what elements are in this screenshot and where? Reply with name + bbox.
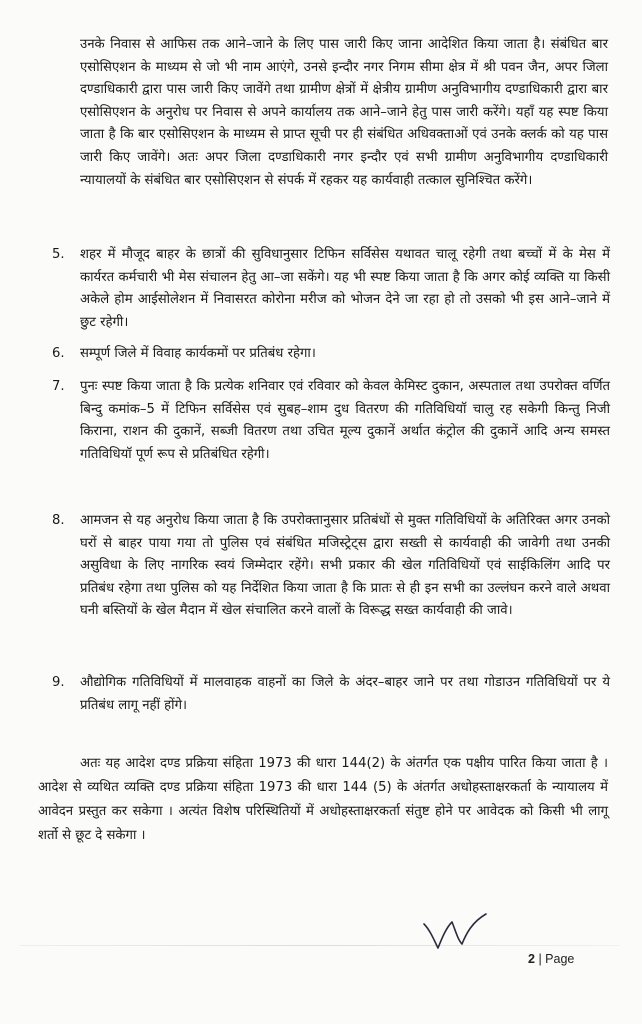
item-text: आमजन से यह अनुरोध किया जाता है कि उपरोक्तानुसार प्रतिबंधों से मुक्त गतिविधियों के अतिरिक्त अगर उनको घरों से बाहर पाया गया तो पुलिस एवं संबंधित मजिस्ट्रेट्स द्वारा सख्ती से कार्यवाही की जावेगी तथा उनकी असुविधा के लिए नागरिक स्वयं जिम्मेदार रहेंगे। सभी प्रकार की खेल गतिविधियों एवं साईकिलिंग आदि पर प्रतिबंध रहेगा तथा पुलिस को यह निर्देशित किया जाता है कि प्रातः से ही इन सभी का उल्लंघन करने वाले अथवा घनी बस्तियों के खेल मैदान में खेल संचालित करने वालों के विरूद्ध सख्त कार्यवाही की जावे।: [80, 513, 610, 619]
item-text: सम्पूर्ण जिले में विवाह कार्यकमों पर प्रतिबंध रहेगा।: [80, 346, 316, 361]
closing-section: [38, 752, 608, 848]
scan-shadow-line: [20, 945, 620, 946]
item-text: औद्योगिक गतिविधियों में मालवाहक वाहनों का जिले के अंदर–बाहर जाने पर तथा गोडाउन गतिविधियों पर ये प्रतिबंध लागू नहीं होंगे।: [80, 675, 610, 713]
footer-separator: |: [538, 952, 542, 966]
item-number: 5.: [52, 247, 65, 262]
item-number: 6.: [52, 346, 65, 361]
continuation-paragraph: उनके निवास से आफिस तक आने–जाने के लिए पास जारी किए जाना आदेशित किया जाता है। संबंधित बार एसोसिएशन के माध्यम से जो भी नाम आएंगे, उनसे इन्दौर नगर निगम सीमा क्षेत्र में श्री पवन जैन, अपर जिला दण्डाधिकारी द्वारा पास जारी किए जावेंगे तथा ग्रामीण क्षेत्रों में क्षेत्रीय ग्रामीण अनुविभागीय दण्डाधिकारी द्वारा बार एसोसिएशन के अनुरोध पर निवास से अपने कार्यालय तक आने–जाने हेतु पास जारी करेंगे। यहाँ यह स्पष्ट किया जाता है कि बार एसोसिएशन के माध्यम से प्राप्त सूची पर ही संबंधित अधिवक्ताओं एवं उनके क्लर्क को यह पास जारी किए जावेंगे। अतः अपर जिला दण्डाधिकारी नगर इन्दौर एवं सभी ग्रामीण अनुविभागीय दण्डाधिकारी न्यायालयों के संबंधित बार एसोसिएशन से संपर्क में रहकर यह कार्यवाही तत्काल सुनिश्चित करेंगे।: [80, 37, 608, 188]
item-text: शहर में मौजूद बाहर के छात्रों की सुविधानुसार टिफिन सर्विसेस यथावत चालू रहेगी तथा बच्चों में के मेस में कार्यरत कर्मचारी भी मेस संचालन हेतु आ–जा सकेंगे। यह भी स्पष्ट किया जाता है कि अगर कोई व्यक्ति या किसी अकेले होम आईसोलेशन में निवासरत कोरोना मरीज को भोजन देने जा रहा हो तो उसको भी इस आने–जाने में छुट रहेगी।: [80, 247, 610, 330]
signature: [420, 910, 490, 954]
page-label: Page: [545, 952, 575, 966]
page-number: 2: [528, 952, 535, 966]
page-footer: [528, 952, 618, 966]
item-text: पुनः स्पष्ट किया जाता है कि प्रत्येक शनिवार एवं रविवार को केवल केमिस्ट दुकान, अस्पताल तथा उपरोक्त वर्णित बिन्दु कमांक–5 में टिफिन सर्विसेस एवं सुबह–शाम दुध वितरण की गतिविधियॉ चालु रह सकेगी किन्तु निजी किराना, राशन की दुकानें, सब्जी वितरण तथा उचित मूल्य दुकानें अर्थात कंट्रोल की दुकानें आदि अन्य समस्त गतिविधियॉ पूर्ण रूप से प्रतिबंधित रहेगी।: [80, 379, 610, 462]
item-number: 9.: [52, 675, 65, 690]
closing-paragraph: अतः यह आदेश दण्ड प्रक्रिया संहिता 1973 की धारा 144(2) के अंतर्गत एक पक्षीय पारित किया जाता है । आदेश से व्यथित व्यक्ति दण्ड प्रक्रिया संहिता 1973 की धारा 144 (5) के अंतर्गत अधोहस्ताक्षरकर्ता के न्यायालय में आवेदन प्रस्तुत कर सकेगा । अत्यंत विशेष परिस्थितियों में अधोहस्ताक्षरकर्ता संतुष्ट होने पर आवेदक को किसी भी लागू शर्तो से छूट दे सकेगा ।: [38, 756, 608, 843]
item-number: 8.: [52, 513, 65, 528]
item-number: 7.: [52, 379, 65, 394]
